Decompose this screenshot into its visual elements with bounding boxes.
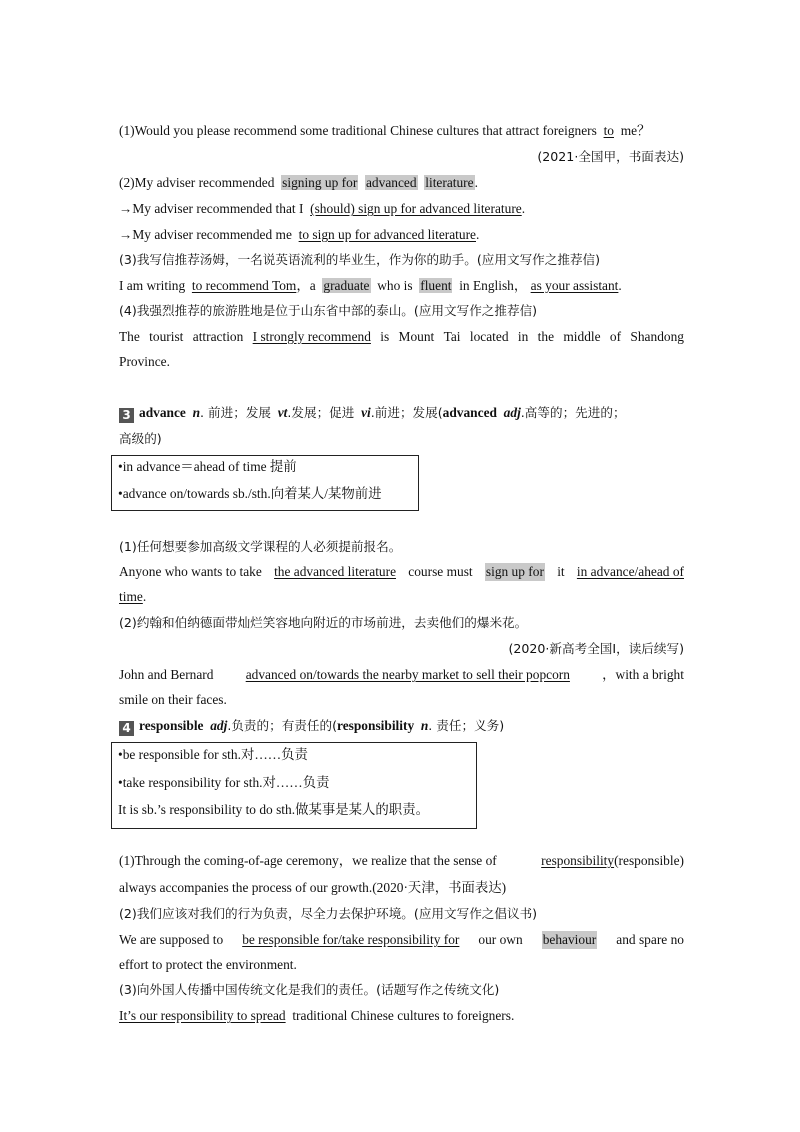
answer-blank: be responsible for/take responsibility for [242,932,460,947]
answer-blank: time [119,589,143,604]
advance-example-1-prompt: (1)任何想要参加高级文学课程的人必须提前报名。 [119,539,402,554]
usage-item: •take responsibility for sth.对……负责 [118,775,330,790]
answer-blank: It’s our responsibility to spread [119,1008,286,1023]
example-4-prompt: (4)我强烈推荐的旅游胜地是位于山东省中部的泰山。(应用文写作之推荐信) [119,303,538,318]
advance-example-1-cont: time. [119,589,147,604]
source-note: (2021·全国甲，书面表达) [537,149,684,164]
example-1: (1)Would you please recommend some traditional Chinese cultures that attract foreigners to me？ [119,123,651,138]
usage-item: •advance on/towards sb./sth.向着某人/某物前进 [118,486,382,501]
answer-blank: advanced on/towards the nearby market to sell their popcorn [245,667,570,682]
responsible-example-2: We are supposed to be responsible for/take responsibility for our own behaviour and spare no [119,932,684,947]
answer-blank: responsibility [541,853,615,868]
responsible-example-2-cont: effort to protect the environment. [119,957,297,972]
highlight-word: literature [425,175,474,190]
responsible-example-3-prompt: (3)向外国人传播中国传统文化是我们的责任。(话题写作之传统文化) [119,982,500,997]
responsible-example-1-cont: always accompanies the process of our growth.(2020·天津，书面表达) [119,880,507,895]
answer-blank: to sign up for advanced literature [298,227,476,242]
entry-advance-heading-cont: 高级的) [119,431,162,446]
entry-number-badge: 3 [119,408,134,423]
answer-blank: in advance/ahead of [576,564,684,579]
answer-blank: (should) sign up for advanced literature [310,201,522,216]
highlight-word: behaviour [542,932,597,947]
highlight-word: advanced [365,175,417,190]
responsible-example-1: (1)Through the coming-of-age ceremony，we realize that the sense of responsibility(responsible) [119,853,684,868]
responsible-example-3: It’s our responsibility to spread traditional Chinese cultures to foreigners. [119,1008,515,1023]
advance-example-2-prompt: (2)约翰和伯纳德面带灿烂笑容地向附近的市场前进，去卖他们的爆米花。 [119,615,528,630]
entry-responsible-heading: 4 responsible adj.负责的；有责任的(responsibility n. 责任；义务) [119,717,684,736]
answer-blank: the advanced literature [274,564,397,579]
usage-item: •be responsible for sth.对……负责 [118,747,308,762]
example-3: I am writing to recommend Tom，a graduate who is fluent in English， as your assistant. [119,278,622,293]
responsible-example-2-prompt: (2)我们应该对我们的行为负责，尽全力去保护环境。(应用文写作之倡议书) [119,906,538,921]
highlight-phrase: sign up for [485,564,544,579]
advance-example-2: John and Bernard advanced on/towards the nearby market to sell their popcorn ，with a bright [119,667,684,682]
usage-box-advance [111,455,419,511]
advance-example-1: Anyone who wants to take the advanced literature course must sign up for it in advance/ahead of [119,564,684,579]
entry-number-badge: 4 [119,721,134,736]
highlight-word: fluent [420,278,452,293]
answer-blank: to recommend Tom [191,278,297,293]
usage-item: It is sb.’s responsibility to do sth.做某事是某人的职责。 [118,802,429,817]
entry-advance-heading: 3 advance n. 前进；发展 vt.发展；促进 vi.前进；发展(advanced adj.高等的；先进的； [119,404,684,423]
highlight-phrase: signing up for [282,175,358,190]
answer-blank: I strongly recommend [252,329,371,344]
example-4-cont: Province. [119,354,170,369]
example-2-rewrite-b: →My adviser recommended me to sign up for advanced literature. [119,227,480,242]
example-2-rewrite-a: →My adviser recommended that I (should) sign up for advanced literature. [119,201,526,216]
example-4: The tourist attraction I strongly recommend is Mount Tai located in the middle of Shandong [119,329,684,344]
advance-example-2-cont: smile on their faces. [119,692,227,707]
source-note: (2020·新高考全国Ⅰ，读后续写) [508,641,684,656]
answer-blank: as your assistant [530,278,619,293]
answer-blank: to [603,123,614,138]
example-2: (2)My adviser recommended signing up for advanced literature. [119,175,478,190]
highlight-word: graduate [323,278,370,293]
example-3-prompt: (3)我写信推荐汤姆，一名说英语流利的毕业生，作为你的助手。(应用文写作之推荐信) [119,252,601,267]
usage-item: •in advance＝ahead of time 提前 [118,459,297,474]
usage-box-responsible [111,742,477,829]
